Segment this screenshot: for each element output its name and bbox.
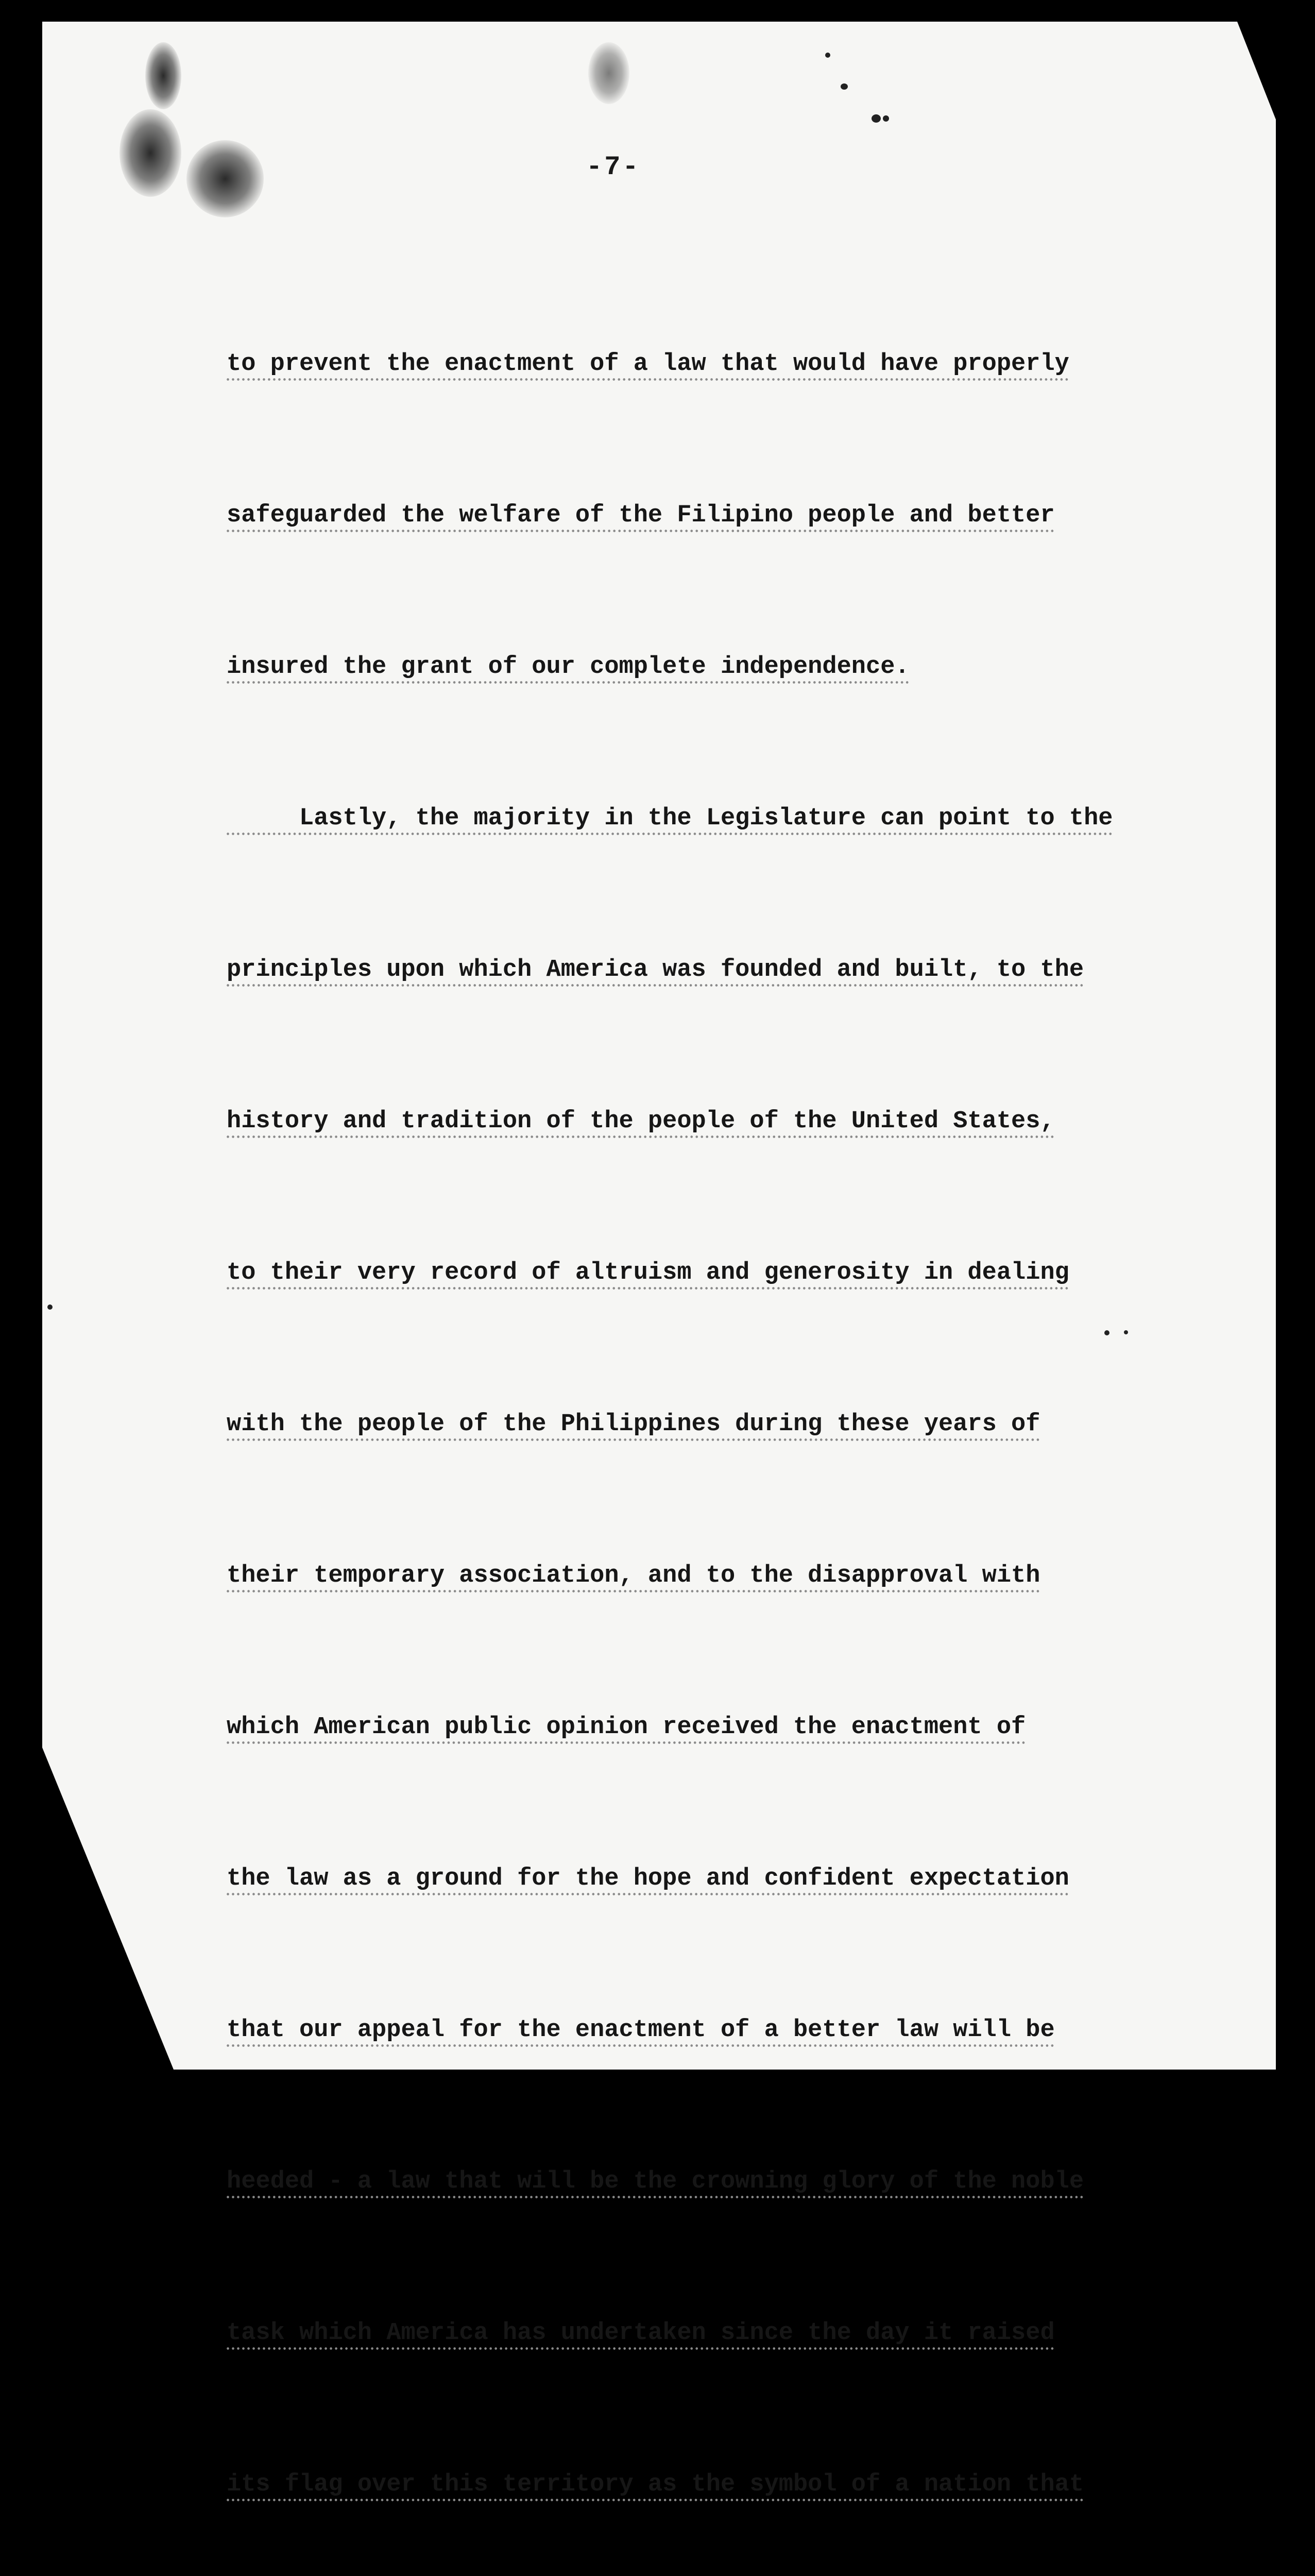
text-line: safeguarded the welfare of the Filipino people and better (227, 502, 1055, 529)
body-text (227, 238, 1236, 2576)
ink-smudge (588, 42, 629, 104)
text-line: that our appeal for the enactment of a better law will be (227, 2016, 1055, 2044)
ink-speck (825, 53, 830, 58)
text-line: task which America has undertaken since the day it raised (227, 2319, 1055, 2347)
text-line: its flag over this territory as the symbol of a nation that (227, 2471, 1084, 2498)
ink-speck (883, 115, 889, 122)
text-line: insured the grant of our complete independence. (227, 653, 910, 681)
text-line: with the people of the Philippines during these years of (227, 1411, 1040, 1438)
ink-smudge (186, 140, 264, 217)
ink-smudge (119, 109, 181, 197)
text-line: history and tradition of the people of the United States, (227, 1108, 1055, 1135)
text-line: heeded - a law that will be the crowning glory of the noble (227, 2168, 1084, 2195)
ink-smudge (145, 42, 181, 109)
text-line: principles upon which America was founded and built, to the (227, 956, 1084, 984)
text-line: to prevent the enactment of a law that would have properly (227, 350, 1069, 378)
ink-speck (841, 83, 848, 90)
text-line: Lastly, the majority in the Legislature can point to the (227, 805, 1113, 832)
text-line: the law as a ground for the hope and confident expectation (227, 1865, 1069, 1892)
text-line: which American public opinion received the enactment of (227, 1714, 1026, 1741)
ink-speck (47, 1304, 53, 1310)
ink-speck (872, 114, 881, 123)
text-line: to their very record of altruism and generosity in dealing (227, 1259, 1069, 1286)
page-number: -7- (586, 152, 641, 182)
text-line: their temporary association, and to the disapproval with (227, 1562, 1040, 1589)
